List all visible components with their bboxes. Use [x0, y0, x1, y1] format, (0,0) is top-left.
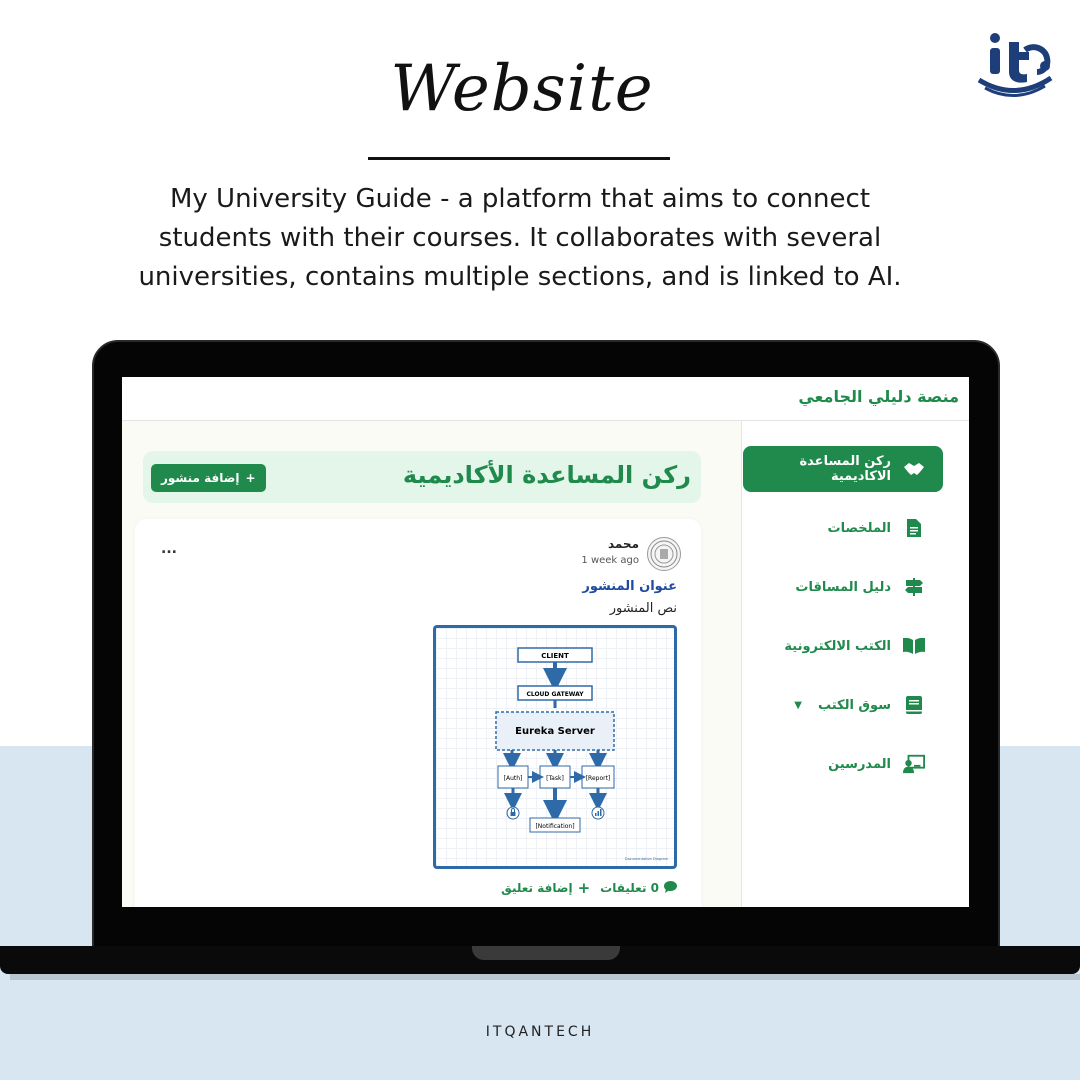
itqantech-logo-icon: [975, 30, 1055, 100]
main-content: [151, 421, 731, 907]
post-image[interactable]: [433, 625, 677, 869]
eureka-label: Eureka Server: [515, 726, 595, 737]
signpost-icon: [903, 576, 925, 598]
report-label: [Report]: [585, 775, 611, 782]
add-post-button[interactable]: [151, 464, 266, 492]
more-options-icon[interactable]: ...: [161, 541, 177, 557]
comments-count[interactable]: [600, 881, 677, 896]
handshake-icon: [903, 458, 925, 480]
page-header: [143, 451, 701, 503]
notification-label: [Notification]: [535, 823, 575, 830]
post-author[interactable]: محمد: [607, 537, 639, 551]
sidebar-item-label: الملخصات: [827, 520, 891, 536]
sidebar-item-summaries[interactable]: [743, 505, 943, 551]
comments-label: 0 تعليقات: [600, 881, 659, 895]
diagram-caption: Documentation Diagram: [624, 857, 668, 861]
architecture-diagram: [436, 628, 674, 866]
laptop-shadow: [10, 974, 1080, 980]
client-label: CLIENT: [541, 652, 569, 660]
sidebar-item-ebooks[interactable]: [743, 623, 943, 669]
comment-icon: [664, 881, 677, 896]
script-title: Website: [390, 52, 654, 126]
plus-icon: +: [245, 471, 256, 485]
post-card: [135, 519, 701, 907]
auth-label: [Auth]: [503, 775, 523, 782]
sidebar-item-label: الكتب الالكترونية: [784, 638, 891, 654]
app-brand[interactable]: منصة دليلي الجامعي: [798, 387, 959, 406]
add-comment-label: إضافة تعليق: [501, 881, 573, 895]
teacher-icon: [903, 753, 925, 775]
post-body: نص المنشور: [609, 601, 677, 616]
plus-icon: +: [577, 879, 591, 897]
sidebar-item-label: سوق الكتب: [817, 697, 891, 713]
add-post-label: إضافة منشور: [161, 471, 240, 485]
app-screen: [122, 377, 969, 907]
page-title: ركن المساعدة الأكاديمية: [402, 461, 691, 489]
book-icon: [903, 694, 925, 716]
document-icon: [903, 517, 925, 539]
gateway-label: CLOUD GATEWAY: [526, 691, 584, 698]
sidebar-item-book-market[interactable]: [743, 682, 943, 728]
avatar[interactable]: [647, 537, 681, 571]
sidebar: [741, 421, 969, 907]
sidebar-item-academic-help[interactable]: [743, 446, 943, 492]
sidebar-item-teachers[interactable]: [743, 741, 943, 787]
footer-brand: ITQANTECH: [485, 1024, 595, 1040]
add-comment-button[interactable]: [501, 879, 590, 897]
top-navbar: [122, 377, 969, 421]
sidebar-item-course-guide[interactable]: [743, 564, 943, 610]
description-text: My University Guide - a platform that aims to connect students with their courses. It collaborates with several universities, contains multiple sections, and is linked to AI.: [138, 184, 902, 292]
open-book-icon: [903, 635, 925, 657]
laptop-notch: [472, 946, 620, 960]
sidebar-item-label: ركن المساعدة الاكاديمية: [799, 454, 891, 484]
title-underline: [368, 157, 670, 160]
task-label: [Task]: [546, 775, 564, 782]
post-title[interactable]: عنوان المنشور: [582, 579, 677, 594]
post-timestamp: 1 week ago: [581, 555, 639, 566]
sidebar-item-label: المدرسين: [828, 756, 891, 772]
post-actions: [501, 879, 677, 897]
sidebar-item-label: دليل المساقات: [795, 579, 891, 595]
caret-down-icon: ▼: [794, 699, 802, 711]
